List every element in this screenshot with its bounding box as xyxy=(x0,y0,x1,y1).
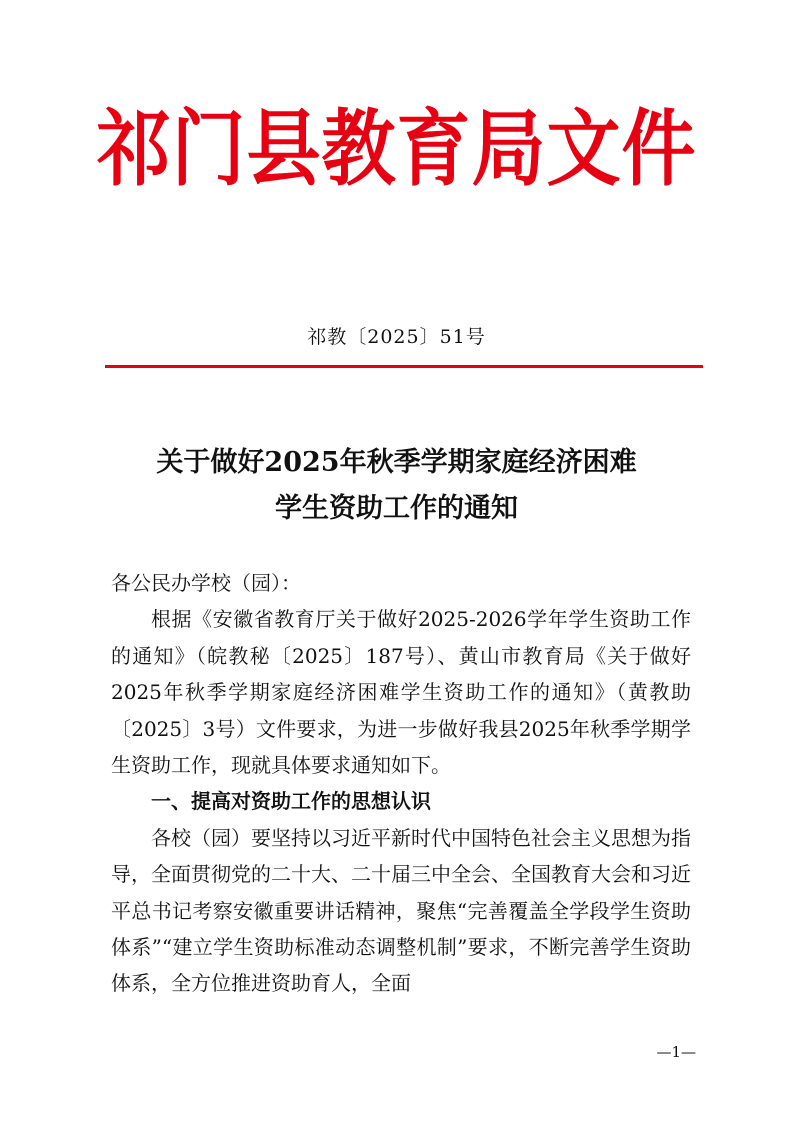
section-heading-1: 一、提高对资助工作的思想认识 xyxy=(151,789,431,814)
paragraph-awareness: 各校（园）要坚持以习近平新时代中国特色社会主义思想为指导，全面贯彻党的二十大、二十届三中全会、全国教育大会和习近平总书记考察安徽重要讲话精神，聚焦“完善覆盖全学段学生资助体系”“建立学生资助标准动态调整机制”要求，不断完善学生资助体系，全方位推进资助育人，全面 xyxy=(111,825,691,996)
salutation: 各公民办学校（园）： xyxy=(111,571,301,595)
red-divider-line xyxy=(105,365,703,368)
masthead-title: 祁门县教育局文件 xyxy=(96,101,697,198)
notice-title xyxy=(0,440,793,532)
notice-body xyxy=(111,565,691,1002)
notice-title-line-2: 学生资助工作的通知 xyxy=(275,493,518,524)
page-number: —1— xyxy=(656,1043,696,1061)
notice-title-line-1: 关于做好2025年秋季学期家庭经济困难 xyxy=(156,447,637,478)
paragraph-basis: 根据《安徽省教育厅关于做好2025-2026学年学生资助工作的通知》（皖教秘〔2025〕187号）、黄山市教育局《关于做好2025年秋季学期家庭经济困难学生资助工作的通知》（黄教助〔2025〕3号）文件要求，为进一步做好我县2025年秋季学期学生资助工作，现就具体要求通知如下。 xyxy=(111,607,691,778)
document-number: 祁教〔2025〕51号 xyxy=(307,326,486,348)
